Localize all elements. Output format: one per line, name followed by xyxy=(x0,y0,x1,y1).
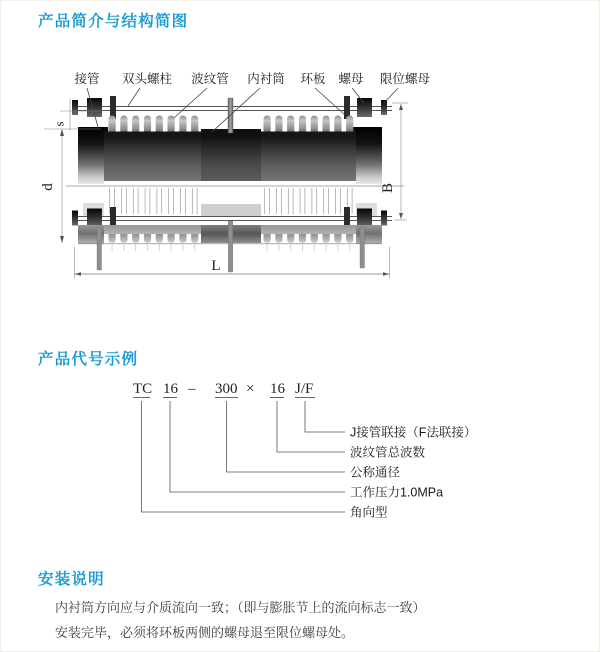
intro-section-title: 产品简介与结构简图 xyxy=(38,13,189,30)
install-instructions xyxy=(55,595,495,645)
anno-type: 角向型 xyxy=(350,505,388,520)
code-part-times: × xyxy=(246,381,255,397)
anno-connection: J接管联接（F法联接） xyxy=(350,425,477,440)
stud-label: 双头螺柱 xyxy=(121,72,173,86)
code-part-waves: 16 xyxy=(270,381,285,397)
code-part-pressure: 16 xyxy=(163,381,178,397)
left-connector-pipe xyxy=(78,127,108,184)
install-line-1: 内衬筒方向应与介质流向一致；（即与膨胀节上的流向标志一致） xyxy=(55,600,426,615)
dim-B xyxy=(394,104,407,220)
upper-left-nuts xyxy=(72,96,116,119)
dim-B-label: B xyxy=(380,182,396,194)
code-part-connection: J/F xyxy=(295,381,314,397)
install-line-2: 安装完毕，必须将环板两侧的螺母退至限位螺母处。 xyxy=(55,625,355,640)
connector-pipe-label: 接管 xyxy=(74,72,100,86)
code-part-diameter: 300 xyxy=(215,381,238,397)
anno-wave-count: 波纹管总波数 xyxy=(350,445,426,460)
dim-s-label: s xyxy=(51,121,67,127)
dim-L-label: L xyxy=(211,258,221,274)
nut-label: 螺母 xyxy=(338,72,364,86)
install-section-title: 安装说明 xyxy=(38,571,105,588)
right-connector-pipe xyxy=(352,127,382,184)
anno-pressure: 工作压力1.0MPa xyxy=(350,485,444,500)
dim-d-label: d xyxy=(40,183,56,191)
anno-diameter: 公称通径 xyxy=(350,465,401,480)
dim-d xyxy=(60,129,64,243)
code-section-title: 产品代号示例 xyxy=(38,351,139,368)
structure-diagram xyxy=(25,60,435,290)
code-part-dash: – xyxy=(188,381,196,397)
ring-plate-label: 环板 xyxy=(300,72,326,86)
liner-label: 内衬筒 xyxy=(247,72,285,86)
center-collar-shade xyxy=(201,138,261,181)
code-tree-lines xyxy=(142,401,346,512)
limit-nut-label: 限位螺母 xyxy=(379,72,431,86)
lower-reflection-hatch xyxy=(83,188,377,216)
code-part-type: TC xyxy=(133,381,153,397)
bellows-label: 波纹管 xyxy=(191,72,229,86)
product-code-diagram xyxy=(120,372,495,524)
